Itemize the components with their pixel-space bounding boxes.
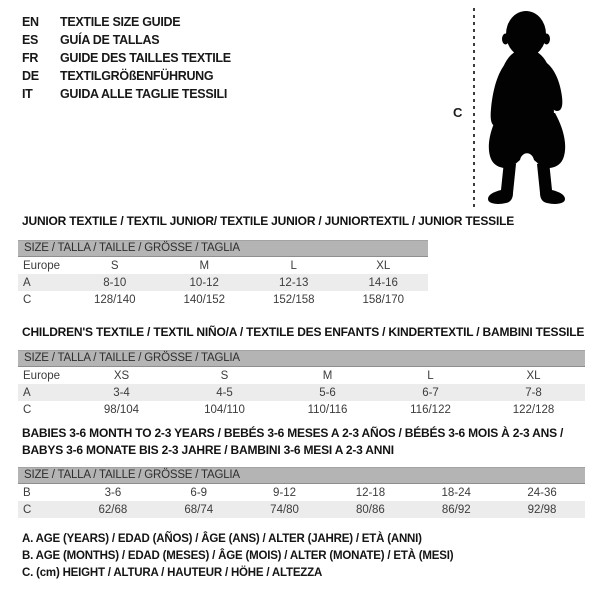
size-cell: XL [526,369,541,382]
months-cell: 18-24 [441,486,471,499]
size-cell: M [322,369,333,382]
height-measure-dotted-line [473,8,475,209]
lang-code: FR [22,51,39,65]
height-cell: 74/80 [270,503,299,516]
age-cell: 10-12 [189,276,219,289]
height-cell: 116/122 [410,403,451,416]
height-cell: 104/110 [204,403,245,416]
height-cell: 86/92 [441,503,471,516]
months-cell: 12-18 [355,486,386,499]
height-cell: 80/86 [356,503,385,516]
months-cell: 6-9 [190,486,208,499]
size-table-header: SIZE / TALLA / TAILLE / GRÖSSE / TAGLIA [18,240,428,257]
lang-title: GUIDE DES TAILLES TEXTILE [60,51,231,65]
age-cell: 14-16 [368,276,398,289]
footnote-b: B. AGE (MONTHS) / EDAD (MESES) / ÂGE (MOIS) / ALTER (MONATE) / ETÀ (MESI) [22,550,454,562]
height-cell: 92/98 [527,503,557,516]
toddler-silhouette-image [482,9,572,209]
table-row-height [18,291,428,308]
lang-title: TEXTILE SIZE GUIDE [60,15,181,29]
table-row-months [18,484,585,501]
size-cell: S [110,259,119,272]
row-label: B [23,486,31,499]
size-cell: L [427,369,434,382]
size-cell: XL [376,259,391,272]
lang-code: DE [22,69,39,83]
lang-title: GUÍA DE TALLAS [60,33,160,47]
row-label: Europe [23,369,61,382]
age-cell: 5-6 [319,386,336,399]
table-row-height [18,501,585,518]
age-cell: 12-13 [279,276,309,289]
children-size-table [18,350,585,418]
table-row-europe [18,367,585,384]
height-cell: 158/170 [362,293,405,306]
junior-size-table [18,240,428,308]
measure-legend [22,531,453,582]
table-row-height [18,401,585,418]
age-cell: 8-10 [103,276,127,289]
height-cell: 122/128 [512,403,555,416]
age-cell: 6-7 [422,386,439,399]
lang-row-it [22,85,231,103]
size-cell: S [220,369,229,382]
age-cell: 4-5 [216,386,233,399]
lang-code: ES [22,33,39,47]
row-label: Europe [23,259,61,272]
size-cell: XS [113,369,130,382]
footnote-a: A. AGE (YEARS) / EDAD (AÑOS) / ÂGE (ANS) / ALTER (JAHRE) / ETÀ (ANNI) [22,533,422,545]
row-label: C [23,403,32,416]
table-row-age [18,274,428,291]
lang-row-es [22,31,231,49]
height-cell: 140/152 [183,293,226,306]
months-cell: 3-6 [104,486,122,499]
size-cell: L [290,259,297,272]
age-cell: 3-4 [113,386,130,399]
height-measure-label: C [453,105,463,120]
junior-section-title: JUNIOR TEXTILE / TEXTIL JUNIOR/ TEXTILE JUNIOR / JUNIORTEXTIL / JUNIOR TESSILE [22,214,515,228]
height-cell: 152/158 [272,293,315,306]
lang-row-de [22,67,231,85]
lang-title: GUIDA ALLE TAGLIE TESSILI [60,87,228,101]
babies-section-title-line2: BABYS 3-6 MONATE BIS 2-3 JAHRE / BAMBINI 3-6 MESI A 2-3 ANNI [22,443,394,457]
months-cell: 9-12 [273,486,297,499]
height-cell: 110/116 [307,403,348,416]
height-cell: 128/140 [93,293,136,306]
months-cell: 24-36 [527,486,557,499]
table-row-age [18,384,585,401]
age-cell: 7-8 [525,386,542,399]
height-cell: 68/74 [184,503,214,516]
footnote-c: C. (cm) HEIGHT / ALTURA / HAUTEUR / HÖHE / ALTEZZA [22,567,323,579]
size-cell: M [199,259,210,272]
babies-section-title-line1: BABIES 3-6 MONTH TO 2-3 YEARS / BEBÉS 3-6 MESES A 2-3 AÑOS / BÉBÉS 3-6 MOIS À 2-3 ANS / [22,426,564,440]
row-label: A [23,386,31,399]
height-cell: 62/68 [98,503,128,516]
size-table-header: SIZE / TALLA / TAILLE / GRÖSSE / TAGLIA [18,350,585,367]
lang-row-fr [22,49,231,67]
lang-row-en [22,13,231,31]
row-label: C [23,293,32,306]
row-label: A [23,276,31,289]
lang-code: EN [22,15,39,29]
babies-size-table [18,467,585,518]
lang-code: IT [22,87,33,101]
lang-title: TEXTILGRÖßENFÜHRUNG [60,69,214,83]
table-row-europe [18,257,428,274]
language-title-list [22,13,231,103]
children-section-title: CHILDREN'S TEXTILE / TEXTIL NIÑO/A / TEXTILE DES ENFANTS / KINDERTEXTIL / BAMBINI TESSILE [22,325,585,339]
size-table-header: SIZE / TALLA / TAILLE / GRÖSSE / TAGLIA [18,467,585,484]
row-label: C [23,503,32,516]
height-cell: 98/104 [103,403,140,416]
